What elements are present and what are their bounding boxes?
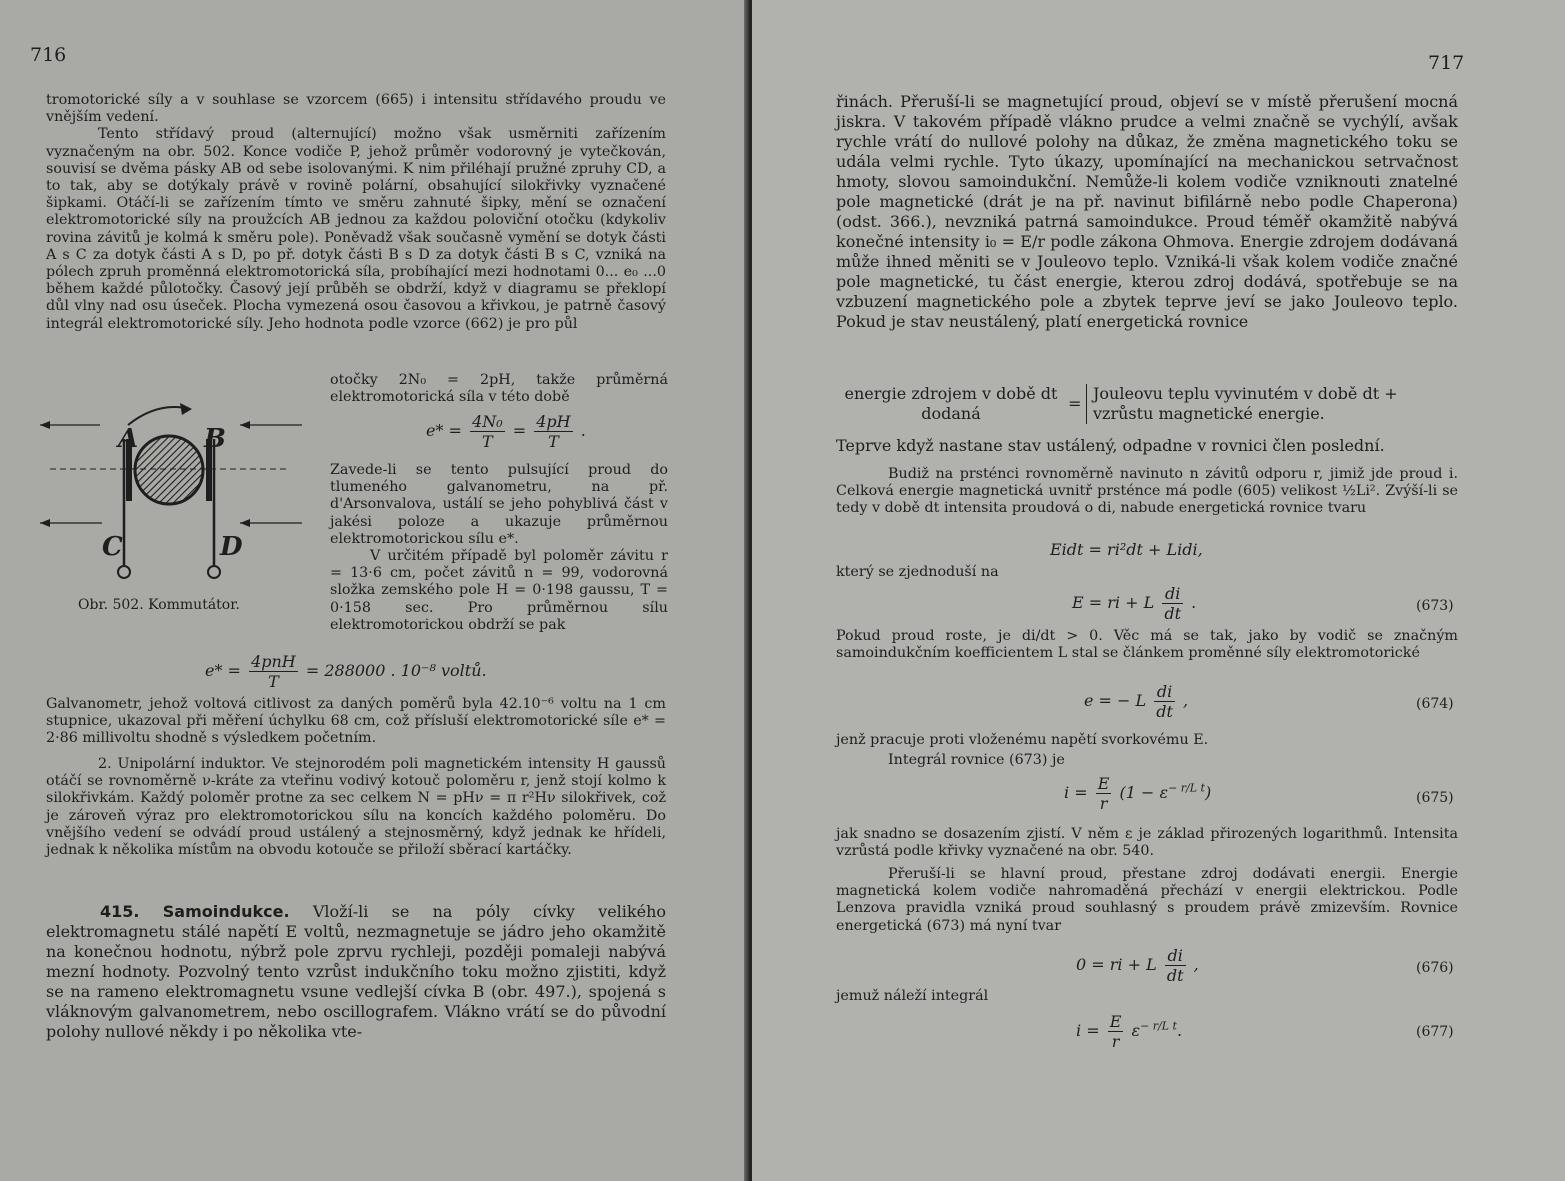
label-d: D	[220, 532, 243, 562]
paragraph: tromotorické síly a v souhlase se vzorcem (665) i intensitu střídavého proudu ve vnějším vedení.	[46, 92, 666, 126]
equation-number-677: (677)	[1416, 1024, 1454, 1040]
equation-number-674: (674)	[1416, 696, 1454, 712]
unipolar-text: 2. Unipolární induktor. Ve stejnorodém poli magnetickém intensity H gaussů otáčí se rovnoměrně ν-kráte za vteřinu vodivý kotouč poloměru r, jenž stojí kolmo k silokřivkám. Každý poloměr protne za sec celkem N = pHν = π r²Hν silokřivek, což je zároveň výraz pro elektromotorickou sílu na koncích každého poloměru. Do vnějšího vedení se odvádí proud ustálený a stejnosměrný, když jednak ke hřídeli, jednak k několika místům na obvodu kotouče se přiloží sběrací kartáčky.	[46, 756, 666, 859]
section-415	[46, 902, 666, 1042]
section-paragraph	[46, 902, 666, 1042]
paragraph: Tento střídavý proud (alternující) možno však usměrniti zařízením vyznačeným na obr. 502. Konce vodiče P, jehož průměr vodorovný je vytečkován, souvisí se dvěma pásky AB od sebe isolovanými. K nim přiléhají pružné zpruhy CD, a to tak, aby se dotýkaly právě v rovině polární, obsahující silokřivky vyznačené šipkami. Otáčí-li se zařízením tímto ve směru zahnuté šipky, mění se označení elektromotorické síly na proužcích AB jednou za každou poloviční otočku (kdykoliv rovina závitů je kolmá k směru pole). Poněvadž však současně vymění se dotyk části A s C za dotyk části A s D, po př. dotyk části B s D za dotyk části B s C, vzniká na pólech zpruh proměnná elektromotorická síla, probíhající mezi hodnotami 0... e₀ ...0 během každé půlotočky. Časový její průběh se obdrží, když v diagramu se překlopí důl vlny nad osu úseček. Plocha vymezená osou časovou a křivkou, je patrně časový integrál elektromotorické síly. Jeho hodnota podle vzorce (662) je pro půl	[46, 126, 666, 332]
formula-e-star: e* = $\frac{\text{4N₀}}{T}$ = $\frac{4pH}{T}$ .	[426, 412, 586, 451]
section-number: 415.	[100, 902, 140, 921]
equation-675: i = $\frac{E}{r}$ $(1 - \varepsilon^{- r/L t})$	[1064, 774, 1212, 813]
side-text-2: Zavede-li se tento pulsující proud do tlumeného galvanometru, na př. d'Arsonvalova, ustálí se jeho pohyblivá část v jakési poloze a ukazuje průměrnou elektromotorickou sílu e*.	[330, 462, 668, 547]
integral2-text: jemuž náleží integrál	[836, 988, 989, 1004]
label-c: C	[102, 532, 123, 562]
section-text: Vloží-li se na póly cívky velikého elektromagnetu stálé napětí E voltů, nezmagnetuje se jádro jeho okamžitě na konečnou hodnotu, nýbrž pole zprvu rychleji, později pomaleji nabývá mezní hodnoty. Pozvolný tento vzrůst indukčního toku možno zjistiti, když se na rameno elektromagnetu vsune vedlejší cívka B (obr. 497.), spojená s vláknovým galvanometrem, nebo oscillografem. Vlákno vrátí se do původní polohy nullové někdy i po několika vte-	[46, 902, 667, 1041]
commutator-figure	[40, 395, 320, 595]
figure-caption: Obr. 502. Kommutátor.	[78, 597, 240, 613]
against-text: jenž pracuje proti vloženému napětí svorkovému E.	[836, 732, 1209, 748]
page-number-left: 716	[30, 44, 67, 66]
galvanometer-text: Galvanometr, jehož voltová citlivost za daných poměrů byla 42.10⁻⁶ voltu na 1 cm stupnice, ukazoval při měření úchylku 68 cm, což přísluší elektromotorické síle e* = 2·86 millivoltu shodně s výsledkem početním.	[46, 696, 666, 747]
left-page	[0, 0, 748, 1181]
label-a: A	[118, 424, 139, 454]
equation-eidt: Eidt = ri²dt + Lidi,	[1050, 540, 1203, 559]
intro-text: řinách. Přeruší-li se magnetující proud, objeví se v místě přerušení mocná jiskra. V takovém případě vlákno prudce a velmi značně se vychýlí, avšak rychle vrátí do nullové polohy na důkaz, že změna magnetického toku se udála velmi rychle. Tyto úkazy, upomínající na mechanickou setrvačnost hmoty, slovou samoindukční. Nemůže-li kolem vodiče vzniknouti znatelné pole magnetické (drát je na př. navinut bifilárně nebo podle Chaperona) (odst. 366.), nevzniká patrná samoindukce. Proud téměř okamžitě nabývá konečné intensity i₀ = E/r podle zákona Ohmova. Energie zdrojem dodávaná může ihned měniti se v Jouleovo teplo. Vzniká-li však kolem vodiče značné pole magnetické, tu část energie, kterou zdroj dodává, spotřebuje se na vzbuzení magnetického pole a zbytek teprve jeví se jako Jouleovo teplo. Pokud je stav neustálený, platí energetická rovnice	[836, 92, 1458, 331]
formula-numeric: e* = $\frac{\text{4pnH}}{T}$ = 288000 . 10⁻⁸ voltů.	[205, 652, 487, 691]
terminal-d	[208, 566, 220, 578]
terminal-c	[118, 566, 130, 578]
growth-text: Pokud proud roste, je di/dt > 0. Věc má se tak, jako by vodič se značným samoindukčním koefficientem L stal se článkem proměnné síly elektromotorické	[836, 628, 1458, 662]
conductor-p	[135, 436, 203, 504]
side-text-1: otočky 2N₀ = 2pH, takže průměrná elektromotorická síla v této době	[330, 372, 668, 406]
interrupt-text: Přeruší-li se hlavní proud, přestane zdroj dodávati energii. Energie magnetická kolem vodiče nahromaděná přechází v energii elektrickou. Podle Lenzova pravidla vzniká proud souhlasný s proudem právě zmizevším. Rovnice energetická (673) má nyní tvar	[836, 866, 1458, 934]
dosazenim-text: jak snadno se dosazením zjistí. V něm ε je základ přirozených logarithmů. Intensita vzrůstá podle křivky vyznačené na obr. 540.	[836, 826, 1458, 860]
label-b: B	[204, 424, 226, 454]
side-text-3: V určitém případě byl poloměr závitu r = 13·6 cm, počet závitů n = 99, vodorovná složka zemského pole H = 0·198 gaussu, T = 0·158 sec. Pro průměrnou sílu elektromotorickou obdrží se pak	[330, 548, 668, 633]
page-number-right: 717	[1428, 52, 1465, 74]
equation-number-675: (675)	[1416, 790, 1454, 806]
ring-text: Budiž na prsténci rovnoměrně navinuto n závitů odporu r, jimiž jde proud i. Celková energie magnetická uvnitř prsténce má podle (605) velikost ½Li². Zvýší-li se tedy v době dt intensita proudová o di, nabude energetická rovnice tvaru	[836, 466, 1458, 517]
rotation-arrow	[128, 407, 190, 425]
right-page: 717 řinách. Přeruší-li se magnetující proud, objeví se v místě přerušení mocná jiskra. V takovém případě vlákno prudce a velmi značně se vychýlí, avšak rychle vrátí do nullové polohy na důkaz, že změna magnetického toku se udála velmi rychle. Tyto úkazy, upomínající na mechanickou setrvačnost hmoty, slovou samoindukční. Nemůže-li kolem vodiče vzniknouti znatelné pole magnetické (drát je na př. navinut bifilárně nebo podle Chaperona) (odst. 366.), nevzniká patrná samoindukce. Proud téměř okamžitě nabývá konečné intensity i₀ = E/r podle zákona Ohmova. Energie zdrojem dodávaná může ihned měniti se v Jouleovo teplo. Vzniká-li však kolem vodiče značné pole magnetické, tu část energie, kterou zdroj dodává, spotřebuje se na vzbuzení magnetického pole a zbytek teprve jeví se jako Jouleovo teplo. Pokud je stav neustálený, platí energetická rovnice energie zdrojem v době dt dodaná = Jouleovu teplu vyvinutém v době dt + vzrůstu magnetické energie. Teprve když nastane stav ustálený, odpadne v rovnici člen poslední. Budiž na prsténci rovnoměrně navinuto n závitů odporu r, jimiž jde proud i. Celková energie magnetická uvnitř prsténce má podle (605) velikost ½Li². Zvýší-li se tedy v době dt intensita proudová o di, nabude energetická rovnice tvaru Eidt = ri²dt + Lidi, který se zjednoduší na E = ri + L $\frac{di}{dt}$ . (673) Pokud proud roste, je di/dt > 0. Věc má se tak, jako by vodič se značným samoindukčním koefficientem L stal se článkem proměnné síly elektromotorické e = − L $\frac{di}{dt}$ , (674) jenž pracuje proti vloženému napětí svorkovému E. Integrál rovnice (673) je i = $\frac{E}{r}$ $(1 - \varepsilon^{- r/L t})$ (675) jak snadno se dosazením zjistí. V něm ε je základ přirozených logarithmů. Intensita vzrůstá podle křivky vyznačené na obr. 540. Přeruší-li se hlavní proud, přestane zdroj dodávati energii. Energie magnetická kolem vodiče nahromaděná přechází v energii elektrickou. Podle Lenzova pravidla vzniká proud souhlasný s proudem právě zmizevším. Rovnice energetická (673) má nyní tvar 0 = ri + L $\frac{di}{dt}$ , (676) jemuž náleží integrál i = $\frac{E}{r}$ $\varepsilon^{- r/L t}$. (677)	[752, 0, 1565, 1181]
integral-text: Integrál rovnice (673) je	[888, 752, 1065, 768]
section-title: Samoindukce.	[162, 902, 290, 921]
equation-number-676: (676)	[1416, 960, 1454, 976]
equation-677: i = $\frac{E}{r}$ $\varepsilon^{- r/L t}$.	[1076, 1012, 1183, 1051]
equation-673: E = ri + L $\frac{di}{dt}$ .	[1072, 584, 1197, 623]
equation-number-673: (673)	[1416, 598, 1454, 614]
equation-674: e = − L $\frac{di}{dt}$ ,	[1084, 682, 1189, 721]
equation-676: 0 = ri + L $\frac{di}{dt}$ ,	[1076, 946, 1199, 985]
left-top-text	[46, 92, 666, 333]
simplify-text: který se zjednoduší na	[836, 564, 999, 580]
steady-text: Teprve když nastane stav ustálený, odpadne v rovnici člen poslední.	[836, 436, 1385, 455]
